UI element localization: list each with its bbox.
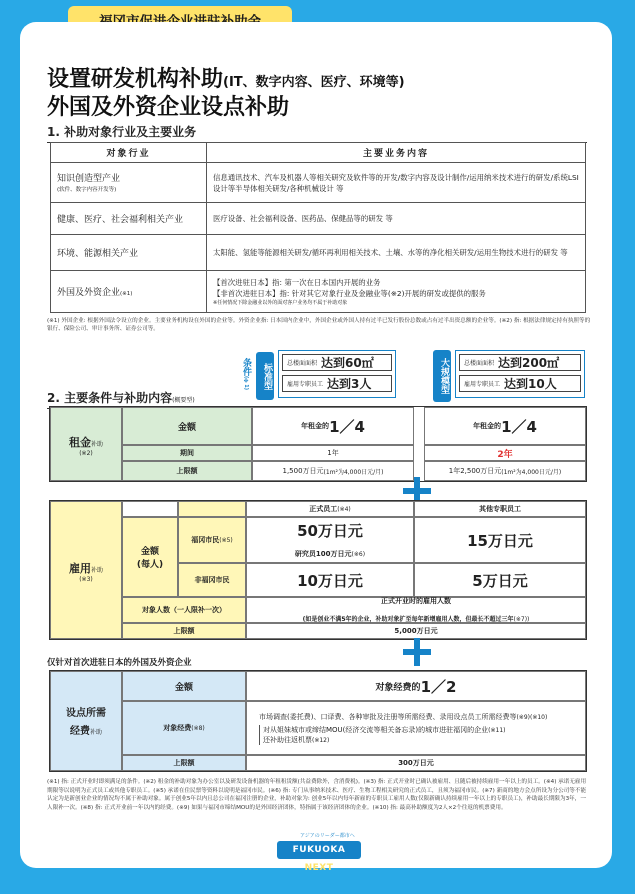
footnote-2: (※1) 指: 正式开业时即须满足的条件。(※2) 租金的补助对象为办公室以及研发设备机器的年租租赁额(共益费除外，含消费税)。(※3) 指: 正式开业时已确认被雇用、且随后被持续雇用一年以上的员工。(※4) 承诺无雇用期限等以说明为正式员工或其他专职员工。(※5) 承诺在住民票等资料以说明是福冈市民。(※6) 指: 专门从事纳米技术、医疗、生物工程相关研究的正式员工，且须为福冈市民。(※7) 新商的地方会点所设为分公司等不能认定为是新创业企业的情况均不属于补助对象。属于创业5年以内且总公司在福冈注册的企业，补助对象为: 创业5年以内每年新雇的专职员工雇用人数(仅限新确认持续雇用一年以上的专职员工)，补助最长期限为3年，一人限补一次。(※8) 指: 正式开业前一年以内的经费。(※9) 如果与福冈市缔结MOU的是外国经济团体，特指属于该经济团体的企业。(※10) 指: 最高补助额度为2人×2个往返的机票费用。 bbox=[47, 779, 587, 811]
rent-lg-cap: 1年2,500万日元 (1m²为4,000日元/月) bbox=[424, 461, 586, 481]
rent-amount-label: 金额 bbox=[122, 407, 252, 445]
std-floor-area: 总楼面面积 达到60㎡ bbox=[282, 354, 392, 371]
rent-std-amount: 年租金的 1／4 bbox=[252, 407, 414, 445]
footnote-1: (※1) 外国企业: 根据外国法令设立的企业。主要业务机构设在外国的企业等。外资企业指: 日本国内企业中，外国企业或外国人持有过半已发行股份总数或占有过半出资总额的企业等。(※2) 指: 根据法律规定持有执照等的银行、保险公司、审计事务所、证券公司等。 bbox=[47, 318, 591, 332]
est-cost-label: 对象经费 (※8) bbox=[122, 701, 246, 755]
rent-std-period: 1年 bbox=[252, 445, 414, 461]
col-header-industry: 对象行业 bbox=[51, 143, 207, 163]
lg-employees: 雇用专职员工 达到10人 bbox=[459, 375, 581, 392]
emp-row-nonresident: 非福冈市民 bbox=[178, 563, 246, 597]
rent-lg-amount: 年租金的 1／4 bbox=[424, 407, 586, 445]
plus-icon bbox=[403, 638, 431, 666]
industry-name: 知识创造型产业 (软件、数字内容开发等) bbox=[51, 163, 207, 203]
rent-std-cap: 1,500万日元 (1m²为4,000日元/月) bbox=[252, 461, 414, 481]
emp-cap-label: 上限额 bbox=[122, 623, 246, 639]
business-desc: 太阳能、氢能等能源相关研发/循环再利用相关技术、土壤、水等的净化相关研发/运用生物技术进行的研发 等 bbox=[207, 235, 586, 271]
emp-nonresident-other: 5万日元 bbox=[414, 563, 586, 597]
large-type-tag: 大规模型 bbox=[433, 350, 451, 402]
business-desc: 医疗设备、社会福利设备、医药品、保健品等的研发 等 bbox=[207, 203, 586, 235]
emp-corner-2 bbox=[178, 501, 246, 517]
rent-label: 租金补助 (※2) bbox=[50, 407, 122, 481]
section-3-heading: 仅针对首次进驻日本的外国及外资企业 bbox=[47, 658, 192, 668]
emp-col-regular: 正式员工 (※4) bbox=[246, 501, 414, 517]
logo-tagline: アジアのリーダー都市へ bbox=[300, 833, 355, 839]
condition-label: 条件(※1) bbox=[241, 358, 251, 391]
est-cost-desc: 市场调查(委托费)、口译费、各种审批及注册等所需经费、录用设点员工所需经费等(※9)(※10) 对从姐妹城市或缔结MOU(经济交流等相关备忘录)的城市进驻福冈的企业(※11) 还补助往返机票(※12) bbox=[246, 701, 586, 755]
emp-nonresident-regular: 10万日元 bbox=[246, 563, 414, 597]
establishment-label: 设点所需 经费补助 bbox=[50, 671, 122, 771]
industry-name: 环境、能源相关产业 bbox=[51, 235, 207, 271]
title-line-1: 设置研发机构补助(IT、数字内容、医疗、环境等) bbox=[47, 67, 405, 92]
rent-period-label: 期间 bbox=[122, 445, 252, 461]
section-1-heading: 1. 补助对象行业及主要业务 bbox=[47, 123, 587, 143]
est-cap-value: 300万日元 bbox=[246, 755, 586, 771]
employment-label: 雇用补助 (※3) bbox=[50, 501, 122, 639]
est-amount-value: 对象经费的 1／2 bbox=[246, 671, 586, 701]
business-desc: 【首次进驻日本】指: 第一次在日本国内开展的业务 【非首次进驻日本】指: 针对其它对象行业及金融业等(※2)开展的研发或提供的服务 ※任何情况下除金融业以外的面对客户业务均不属于补助对象 bbox=[207, 271, 586, 313]
col-header-business: 主要业务内容 bbox=[207, 143, 586, 163]
rent-cap-label: 上限额 bbox=[122, 461, 252, 481]
industry-table bbox=[50, 142, 586, 313]
lg-floor-area: 总楼面面积 达到200㎡ bbox=[459, 354, 581, 371]
standard-type-tag: 标准型 bbox=[256, 352, 274, 400]
business-desc: 信息通讯技术、汽车及机器人等相关研究及软件等的开发/数字内容及设计制作/运用纳米技术进行的研发/系统LSI设计等半导体相关研发/各种机械设计 等 bbox=[207, 163, 586, 203]
rent-lg-period: 2年 bbox=[424, 445, 586, 461]
est-cap-label: 上限额 bbox=[122, 755, 246, 771]
emp-headcount-label: 对象人数（一人限补一次） bbox=[122, 597, 246, 623]
title-line-2: 外国及外资企业设点补助 bbox=[47, 95, 290, 120]
emp-resident-other: 15万日元 bbox=[414, 517, 586, 563]
emp-row-resident: 福冈市民 (※5) bbox=[178, 517, 246, 563]
fukuoka-next-logo: FUKUOKA NEXT bbox=[277, 841, 361, 859]
section-2-heading: 2. 主要条件与补助内容(概要型) bbox=[47, 389, 237, 409]
emp-resident-regular: 50万日元 研究员100万日元(※6) bbox=[246, 517, 414, 563]
emp-cap-value: 5,000万日元 bbox=[246, 623, 586, 639]
industry-name: 健康、医疗、社会福利相关产业 bbox=[51, 203, 207, 235]
emp-amount-label: 金额 (每人) bbox=[122, 517, 178, 597]
industry-name: 外国及外资企业(※1) bbox=[51, 271, 207, 313]
emp-col-other: 其他专职员工 bbox=[414, 501, 586, 517]
est-amount-label: 金额 bbox=[122, 671, 246, 701]
std-employees: 雇用专职员工 达到3人 bbox=[282, 375, 392, 392]
emp-corner bbox=[122, 501, 178, 517]
emp-headcount-desc: 正式开业时的雇用人数 (如是创业不满5年的企业，补助对象扩至每年新增雇用人数，但最长不超过三年(※7)) bbox=[246, 597, 586, 623]
